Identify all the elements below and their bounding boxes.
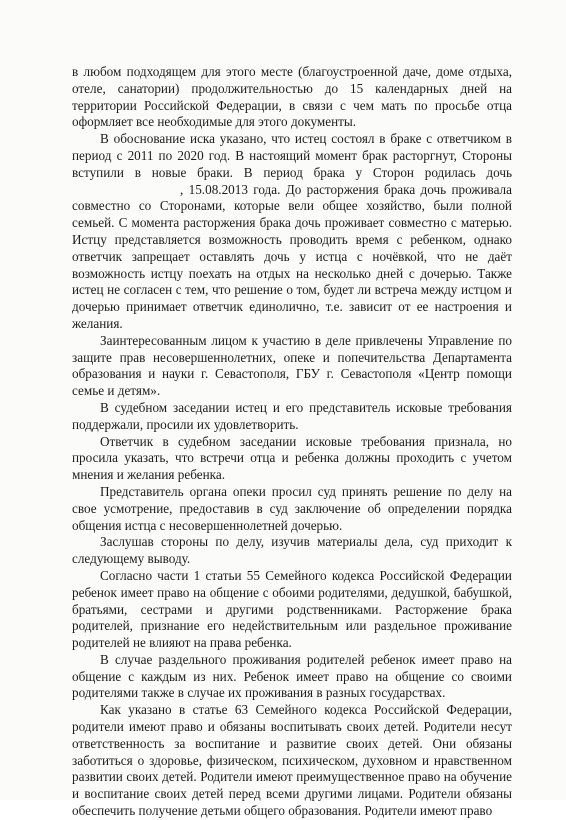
paragraph-7: Заслушав стороны по делу, изучив материалы дела, суд приходит к следующему выводу. <box>72 534 512 567</box>
paragraph-2 <box>72 131 512 333</box>
paragraph-1: в любом подходящем для этого месте (благоустроенной даче, доме отдыха, отеле, санатории) продолжительностью до 15 календарных дней на территории Российской Федерации, в связи с чем мать по просьбе отца оформляет все необходимые для этого документы. <box>72 64 512 130</box>
paragraph-2-part-a: В обоснование иска указано, что истец состоял в браке с ответчиком в период с 2011 по 2020 год. В настоящий момент брак расторгнут, Стороны вступили в новые браки. В период брака у Сторон родилась дочь <box>72 131 512 180</box>
paragraph-6: Представитель органа опеки просил суд принять решение по делу на свое усмотрение, предоставив в суд заключение об определении порядка общения истца с несовершеннолетней дочерью. <box>72 483 512 533</box>
document-body <box>72 64 512 820</box>
paragraph-5: Ответчик в судебном заседании исковые требования признала, но просила указать, что встречи отца и ребенка должны проходить с учетом мнения и желания ребенка. <box>72 433 512 483</box>
paragraph-3: Заинтересованным лицом к участию в деле привлечены Управление по защите прав несовершеннолетних, опеке и попечительства Департамента образования и науки г. Севастополя, ГБУ г. Севастополя «Центр помощи семье и детям». <box>72 332 512 399</box>
paragraph-9: В случае раздельного проживания родителей ребенок имеет право на общение с каждым из них. Ребенок имеет право на общение со своими родителями также в случае их проживания в разных государствах. <box>72 651 512 701</box>
paragraph-4: В судебном заседании истец и его представитель исковые требования поддержали, просили их удовлетворить. <box>72 399 512 432</box>
paragraph-8: Согласно части 1 статьи 55 Семейного кодекса Российской Федерации ребенок имеет право на общение с обоими родителями, дедушкой, бабушкой, братьями, сестрами и другими родственниками. Расторжение брака родителей, признание его недействительным или раздельное проживание родителей не влияют на права ребенка. <box>72 567 512 651</box>
paragraph-2-part-b: , 15.08.2013 года. До расторжения брака дочь проживала совместно со Сторонами, которые вели общее хозяйство, были полной семьей. С момента расторжения брака дочь проживает совместно с матерью. Истцу представляется возможность проводить время с ребенком, однако ответчик запрещает оставлять дочь у истца с ночёвкой, что не даёт возможность истцу поехать на отдых на несколько дней с дочерью. Также истец не согласен с тем, что решение о том, будет ли встреча между истцом и дочерью принимает ответчик единолично, т.е. зависит от ее настроения и желания. <box>72 181 512 331</box>
paragraph-10: Как указано в статье 63 Семейного кодекса Российской Федерации, родители имеют право и обязаны воспитывать своих детей. Родители несут ответственность за воспитание и развитие своих детей. Они обязаны заботиться о здоровье, физическом, психическом, духовном и нравственном развитии своих детей. Родители имеют преимущественное право на обучение и воспитание своих детей перед всеми другими лицами. Родители обязаны обеспечить получение детьми общего образования. Родители имеют право <box>72 702 512 819</box>
